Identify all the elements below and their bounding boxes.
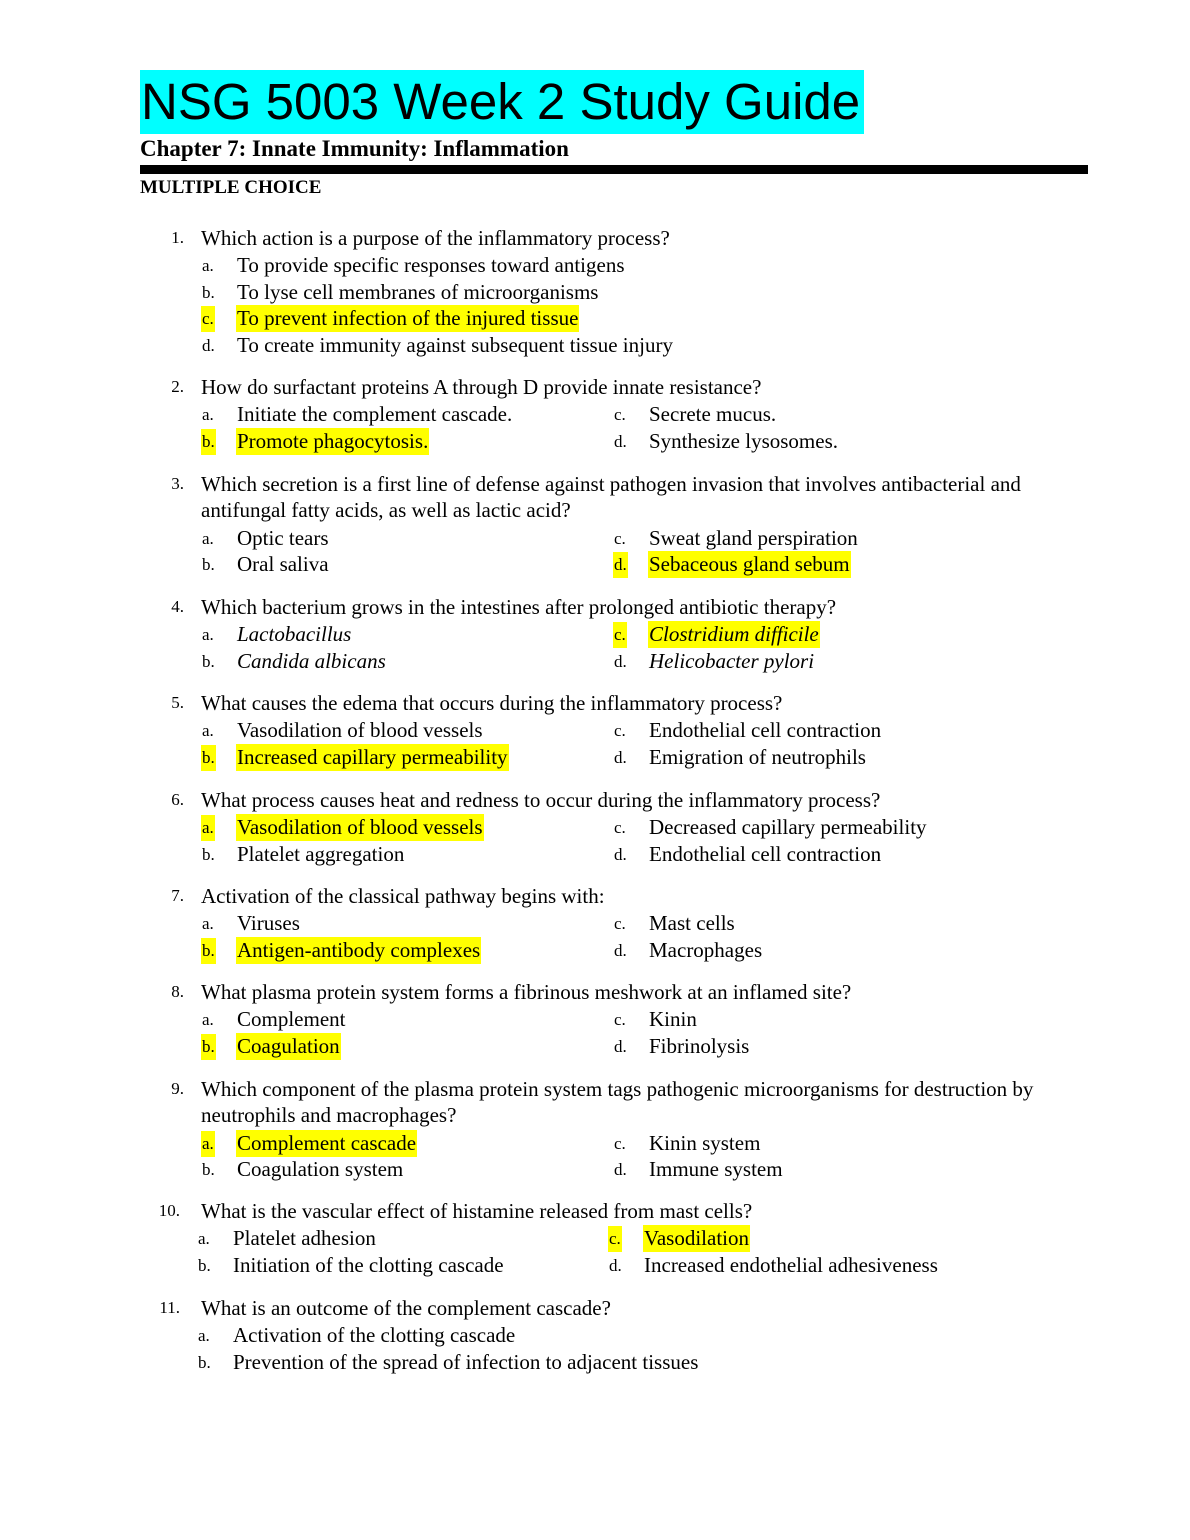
heading-divider bbox=[140, 165, 1088, 174]
option-letter: a. bbox=[202, 914, 214, 933]
option-letter: a. bbox=[202, 528, 214, 548]
option-text: Candida albicans bbox=[237, 648, 386, 673]
chapter-heading: Chapter 7: Innate Immunity: Inflammation bbox=[140, 136, 569, 161]
option-letter: b. bbox=[198, 1255, 211, 1275]
option-letter: d. bbox=[614, 431, 627, 451]
option-text: Immune system bbox=[649, 1157, 783, 1182]
option-text: Vasodilation of blood vessels bbox=[237, 718, 483, 742]
option-text: Endothelial cell contraction bbox=[649, 718, 882, 742]
question-text: Which component of the plasma protein system tags pathogenic microorganisms for destruction by neutrophils and macrophages? bbox=[201, 1077, 1034, 1127]
option-text: Emigration of neutrophils bbox=[649, 744, 866, 769]
option-text: To lyse cell membranes of microorganisms bbox=[237, 279, 599, 304]
option-letter: a. bbox=[202, 405, 214, 424]
option-text: Prevention of the spread of infection to adjacent tissues bbox=[233, 1349, 699, 1374]
option-letter: b. bbox=[201, 1034, 216, 1060]
option-text: Endothelial cell contraction bbox=[649, 841, 882, 866]
option-text: Sweat gland perspiration bbox=[649, 525, 858, 550]
option-letter: a. bbox=[198, 1229, 210, 1248]
option-letter: d. bbox=[614, 1160, 627, 1180]
option-letter: d. bbox=[614, 747, 627, 767]
option-letter: c. bbox=[613, 622, 627, 648]
option-letter: b. bbox=[202, 555, 215, 575]
option-letter: c. bbox=[608, 1226, 622, 1252]
question-number: 10. bbox=[158, 1201, 180, 1220]
question-number: 4. bbox=[171, 597, 184, 616]
option-text: Mast cells bbox=[649, 911, 735, 935]
option-text: Coagulation bbox=[237, 1033, 340, 1058]
question-text: Which secretion is a first line of defense against pathogen invasion that involves antibacterial and antifungal fatty acids, as well as lactic acid? bbox=[201, 472, 1021, 522]
option-letter: b. bbox=[201, 429, 216, 455]
question-number: 8. bbox=[171, 982, 184, 1001]
option-letter: a. bbox=[202, 256, 214, 275]
question-number: 6. bbox=[171, 790, 184, 809]
option-letter: d. bbox=[614, 844, 627, 864]
option-text: Promote phagocytosis. bbox=[237, 428, 429, 453]
option-text: Helicobacter pylori bbox=[649, 648, 815, 673]
option-letter: d. bbox=[202, 336, 215, 356]
question-text: Which action is a purpose of the inflammatory process? bbox=[201, 226, 670, 250]
option-text: Sebaceous gland sebum bbox=[649, 552, 850, 577]
option-letter: c. bbox=[614, 1010, 626, 1029]
option-text: Macrophages bbox=[649, 937, 763, 962]
option-letter: a. bbox=[202, 1010, 214, 1029]
option-text: Increased capillary permeability bbox=[237, 744, 508, 769]
option-text: Secrete mucus. bbox=[649, 402, 777, 426]
question-text: What is the vascular effect of histamine released from mast cells? bbox=[201, 1199, 753, 1223]
option-letter: b. bbox=[198, 1352, 211, 1372]
option-text: Fibrinolysis bbox=[649, 1033, 750, 1058]
question-number: 1. bbox=[171, 228, 184, 247]
question-number: 9. bbox=[171, 1079, 184, 1098]
option-letter: c. bbox=[201, 306, 215, 332]
question-number: 3. bbox=[171, 474, 184, 493]
option-letter: b. bbox=[201, 745, 216, 771]
option-text: Initiate the complement cascade. bbox=[237, 402, 513, 426]
option-text: Synthesize lysosomes. bbox=[649, 428, 838, 453]
option-letter: a. bbox=[202, 625, 214, 644]
option-letter: d. bbox=[614, 651, 627, 671]
option-letter: b. bbox=[202, 1160, 215, 1180]
option-letter: c. bbox=[614, 818, 626, 837]
question-number: 7. bbox=[171, 886, 184, 905]
question-text: What plasma protein system forms a fibrinous meshwork at an inflamed site? bbox=[201, 980, 852, 1004]
question-text: How do surfactant proteins A through D provide innate resistance? bbox=[201, 375, 762, 399]
option-text: Oral saliva bbox=[237, 552, 329, 577]
option-text: To provide specific responses toward antigens bbox=[237, 253, 625, 277]
question-number: 5. bbox=[171, 693, 184, 712]
option-letter: a. bbox=[201, 815, 215, 841]
option-letter: b. bbox=[202, 651, 215, 671]
option-letter: d. bbox=[609, 1255, 622, 1275]
option-text: Optic tears bbox=[237, 525, 329, 550]
option-text: Vasodilation bbox=[644, 1226, 749, 1250]
option-letter: c. bbox=[614, 528, 626, 548]
option-text: Coagulation system bbox=[237, 1157, 404, 1182]
option-letter: b. bbox=[201, 938, 216, 964]
question-text: What process causes heat and redness to occur during the inflammatory process? bbox=[201, 788, 881, 812]
question-text: Activation of the classical pathway begins with: bbox=[201, 884, 605, 908]
option-letter: b. bbox=[202, 282, 215, 302]
question-text: What causes the edema that occurs during the inflammatory process? bbox=[201, 691, 783, 715]
option-text: Complement cascade bbox=[237, 1130, 417, 1155]
option-letter: c. bbox=[614, 914, 626, 933]
option-text: Increased endothelial adhesiveness bbox=[644, 1252, 938, 1277]
option-text: Platelet adhesion bbox=[233, 1226, 376, 1250]
option-text: Antigen-antibody complexes bbox=[237, 937, 481, 962]
option-letter: a. bbox=[202, 721, 214, 740]
option-text: Clostridium difficile bbox=[649, 622, 819, 646]
option-letter: c. bbox=[614, 721, 626, 740]
option-letter: d. bbox=[613, 552, 628, 578]
option-letter: d. bbox=[614, 940, 627, 960]
option-letter: c. bbox=[614, 1133, 626, 1153]
option-letter: d. bbox=[614, 1036, 627, 1056]
option-text: Initiation of the clotting cascade bbox=[233, 1252, 504, 1277]
option-text: Platelet aggregation bbox=[237, 841, 405, 866]
question-text: Which bacterium grows in the intestines after prolonged antibiotic therapy? bbox=[201, 595, 837, 619]
option-text: Lactobacillus bbox=[237, 622, 352, 646]
option-text: Vasodilation of blood vessels bbox=[237, 815, 483, 839]
option-text: Decreased capillary permeability bbox=[649, 815, 927, 839]
option-text: Kinin bbox=[649, 1007, 697, 1031]
option-letter: b. bbox=[202, 844, 215, 864]
option-letter: a. bbox=[201, 1131, 215, 1157]
option-text: Kinin system bbox=[649, 1130, 761, 1155]
section-heading: MULTIPLE CHOICE bbox=[140, 177, 322, 198]
option-letter: c. bbox=[614, 405, 626, 424]
question-number: 2. bbox=[171, 377, 184, 396]
option-letter: a. bbox=[198, 1326, 210, 1345]
option-text: Activation of the clotting cascade bbox=[233, 1323, 516, 1347]
question-number: 11. bbox=[159, 1298, 180, 1317]
option-text: To prevent infection of the injured tissue bbox=[237, 306, 579, 331]
option-text: To create immunity against subsequent tissue injury bbox=[237, 333, 673, 358]
question-text: What is an outcome of the complement cascade? bbox=[201, 1296, 611, 1320]
option-text: Viruses bbox=[237, 911, 300, 935]
document-title: NSG 5003 Week 2 Study Guide bbox=[140, 70, 864, 134]
option-text: Complement bbox=[237, 1007, 346, 1031]
